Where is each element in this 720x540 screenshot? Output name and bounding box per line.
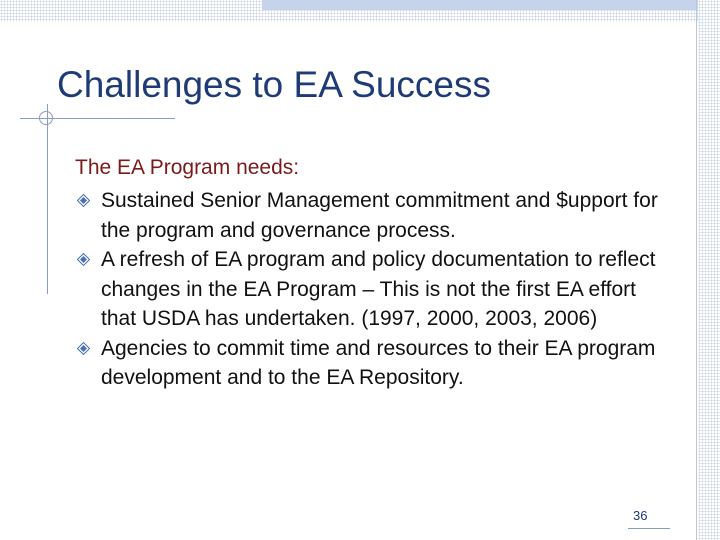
diamond-bullet-icon: [77, 253, 90, 266]
bullet-item: [75, 186, 675, 245]
top-right-accent-bar: [262, 0, 720, 10]
lead-text: The EA Program needs:: [75, 156, 300, 179]
right-decorative-band: [698, 0, 720, 540]
slide-title: Challenges to EA Success: [57, 64, 491, 105]
bullet-list: [75, 186, 675, 393]
left-guide-line: [47, 104, 48, 294]
page-number-underline: [628, 528, 670, 529]
bullet-item: [75, 334, 675, 393]
bullet-text: Agencies to commit time and resources to their EA program development and to the EA Repository.: [101, 336, 656, 389]
bullet-item: [75, 245, 675, 334]
diamond-bullet-icon: [77, 194, 90, 207]
diamond-bullet-icon: [77, 342, 90, 355]
right-guide-line: [696, 0, 697, 540]
crosshair-circle-icon: [39, 111, 53, 125]
bullet-text: Sustained Senior Management commitment and $upport for the program and governance process.: [101, 189, 658, 242]
bullet-text: A refresh of EA program and policy documentation to reflect changes in the EA Program – This is not the first EA effort that USDA has undertaken. (1997, 2000, 2003, 2006): [101, 248, 656, 330]
page-number: 36: [633, 508, 648, 523]
